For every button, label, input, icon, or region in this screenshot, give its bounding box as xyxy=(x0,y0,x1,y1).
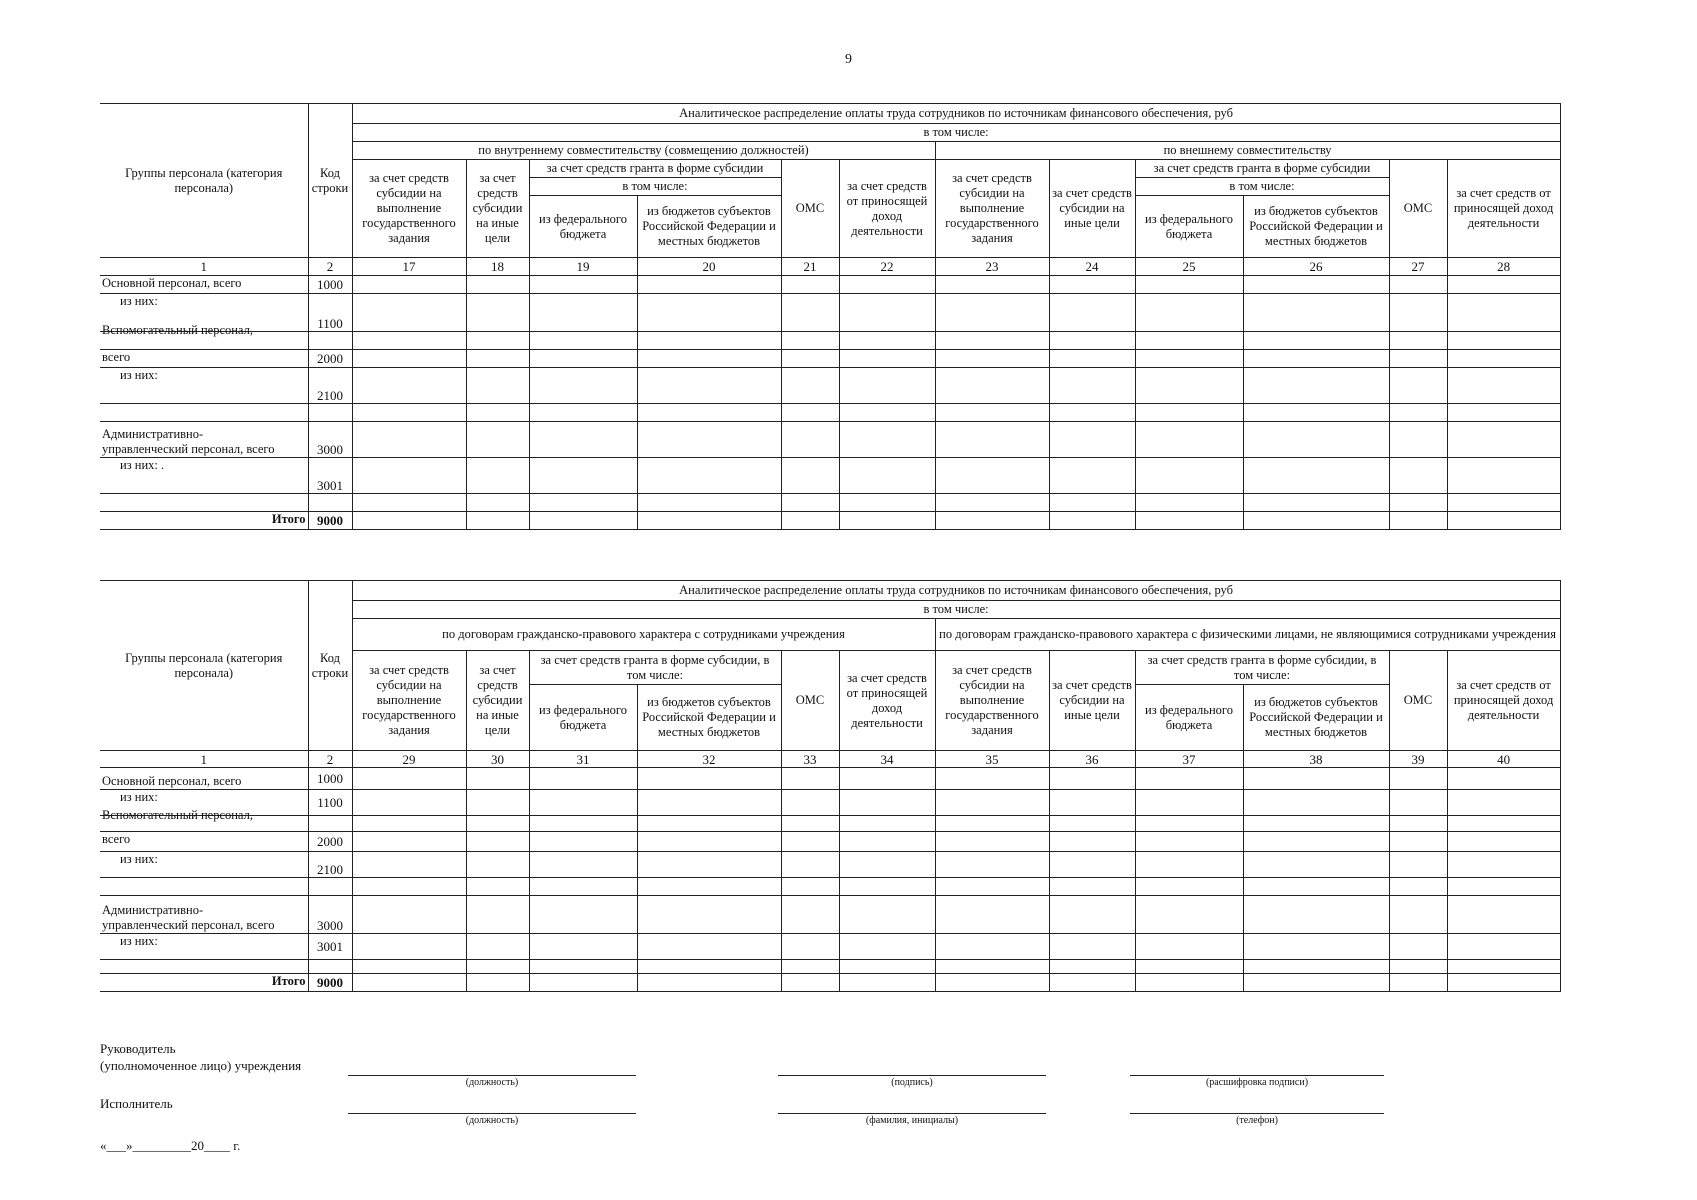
caption-decode: (расшифровка подписи) xyxy=(1205,1077,1309,1088)
subsidy-state-header: за счет средств субсидии на выполнение государственного задания xyxy=(352,651,466,751)
group-internal: по внутреннему совместительству (совмещению должностей) xyxy=(352,142,935,160)
col-number: 19 xyxy=(529,258,637,276)
payroll-table-1 xyxy=(100,103,1561,530)
row-label-of-them: из них: . xyxy=(100,458,308,494)
row-label-admin: Административно- управленческий персонал, всего xyxy=(100,896,308,934)
decode-line xyxy=(1130,1075,1384,1076)
col-number: 20 xyxy=(637,258,781,276)
page-number: 9 xyxy=(845,52,852,67)
col-number: 24 xyxy=(1049,258,1135,276)
col-number: 33 xyxy=(781,751,839,768)
income-header: за счет средств от приносящей доход деятельности xyxy=(839,160,935,258)
head-label-sub: (уполномоченное лицо) учреждения xyxy=(100,1058,302,1073)
grant-including: в том числе: xyxy=(529,178,781,196)
col-number: 2 xyxy=(308,258,352,276)
oms-header: ОМС xyxy=(781,651,839,751)
row-label-of-them: из них: xyxy=(100,294,308,332)
row-label-aux: всего xyxy=(100,350,308,368)
group-contracts-staff: по договорам гражданско-правового характера с сотрудниками учреждения xyxy=(352,619,935,651)
grant-including: в том числе: xyxy=(1135,178,1389,196)
regional-header: из бюджетов субъектов Российской Федерации и местных бюджетов xyxy=(637,196,781,258)
row-label-total: Итого xyxy=(100,512,308,530)
grant-header: за счет средств гранта в форме субсидии xyxy=(1135,160,1389,178)
row-code: 1100 xyxy=(308,790,352,816)
col-number: 21 xyxy=(781,258,839,276)
col-code-header: Код строки xyxy=(308,104,352,258)
col-number: 29 xyxy=(352,751,466,768)
federal-header: из федерального бюджета xyxy=(529,685,637,751)
col-number: 35 xyxy=(935,751,1049,768)
subsidy-state-header: за счет средств субсидии на выполнение государственного задания xyxy=(935,651,1049,751)
income-header: за счет средств от приносящей доход деятельности xyxy=(1447,651,1560,751)
regional-header: из бюджетов субъектов Российской Федерации и местных бюджетов xyxy=(1243,196,1389,258)
row-label-of-them: из них: xyxy=(100,934,308,960)
oms-header: ОМС xyxy=(1389,160,1447,258)
caption-phone: (телефон) xyxy=(1236,1115,1278,1126)
col-number: 25 xyxy=(1135,258,1243,276)
row-code: 2100 xyxy=(308,852,352,878)
col-number: 38 xyxy=(1243,751,1389,768)
col-number: 22 xyxy=(839,258,935,276)
row-label-total: Итого xyxy=(100,974,308,992)
row-code: 3000 xyxy=(308,896,352,934)
payroll-table-2 xyxy=(100,580,1561,992)
row-code: 2100 xyxy=(308,368,352,404)
executor-label: Исполнитель xyxy=(100,1096,173,1111)
name-line xyxy=(778,1113,1046,1114)
group-external: по внешнему совместительству xyxy=(935,142,1560,160)
main-header: Аналитическое распределение оплаты труда сотрудников по источникам финансового обеспечения, руб xyxy=(352,104,1560,124)
main-header: Аналитическое распределение оплаты труда сотрудников по источникам финансового обеспечения, руб xyxy=(352,581,1560,601)
col-number: 40 xyxy=(1447,751,1560,768)
subsidy-other-header: за счет средств субсидии на иные цели xyxy=(466,160,529,258)
row-code: 1000 xyxy=(308,768,352,790)
subsidy-other-header: за счет средств субсидии на иные цели xyxy=(1049,651,1135,751)
oms-header: ОМС xyxy=(1389,651,1447,751)
col-number: 1 xyxy=(100,751,308,768)
col-number: 1 xyxy=(100,258,308,276)
col-number: 23 xyxy=(935,258,1049,276)
grant-header: за счет средств гранта в форме субсидии, в том числе: xyxy=(1135,651,1389,685)
federal-header: из федерального бюджета xyxy=(529,196,637,258)
row-code: 3001 xyxy=(308,934,352,960)
col-number: 27 xyxy=(1389,258,1447,276)
row-label-main: Основной персонал, всего xyxy=(100,276,308,294)
including-header: в том числе: xyxy=(352,601,1560,619)
row-code: 3000 xyxy=(308,422,352,458)
row-label-main: Основной персонал, всего xyxy=(100,768,308,790)
grant-header: за счет средств гранта в форме субсидии xyxy=(529,160,781,178)
row-label-of-them: из них: xyxy=(100,852,308,878)
subsidy-state-header: за счет средств субсидии на выполнение государственного задания xyxy=(352,160,466,258)
row-code: 1000 xyxy=(308,276,352,294)
col-number: 2 xyxy=(308,751,352,768)
col-number: 36 xyxy=(1049,751,1135,768)
group-contracts-individuals: по договорам гражданско-правового характера с физическими лицами, не являющимися сотрудниками учреждения xyxy=(935,619,1560,651)
head-label: Руководитель xyxy=(100,1041,176,1056)
caption-signature: (подпись) xyxy=(891,1077,933,1088)
caption-position: (должность) xyxy=(465,1077,519,1088)
income-header: за счет средств от приносящей доход деятельности xyxy=(839,651,935,751)
row-label-of-them: из них: xyxy=(100,790,308,816)
row-code: 3001 xyxy=(308,458,352,494)
row-label-admin: Административно- управленческий персонал, всего xyxy=(100,422,308,458)
row-label-aux-cut: Вспомогательный персонал, xyxy=(100,332,308,350)
row-code: 2000 xyxy=(308,350,352,368)
oms-header: ОМС xyxy=(781,160,839,258)
row-code: 9000 xyxy=(308,512,352,530)
phone-line xyxy=(1130,1113,1384,1114)
subsidy-other-header: за счет средств субсидии на иные цели xyxy=(1049,160,1135,258)
col-number: 17 xyxy=(352,258,466,276)
federal-header: из федерального бюджета xyxy=(1135,196,1243,258)
income-header: за счет средств от приносящей доход деятельности xyxy=(1447,160,1560,258)
col-code-header: Код строки xyxy=(308,581,352,751)
date-line: «___»_________20____ г. xyxy=(100,1138,241,1153)
row-label-aux-cut: Вспомогательный персонал, xyxy=(100,816,308,832)
row-code: 2000 xyxy=(308,832,352,852)
subsidy-state-header: за счет средств субсидии на выполнение государственного задания xyxy=(935,160,1049,258)
subsidy-other-header: за счет средств субсидии на иные цели xyxy=(466,651,529,751)
regional-header: из бюджетов субъектов Российской Федерации и местных бюджетов xyxy=(1243,685,1389,751)
col-number: 26 xyxy=(1243,258,1389,276)
col-number: 28 xyxy=(1447,258,1560,276)
grant-header: за счет средств гранта в форме субсидии, в том числе: xyxy=(529,651,781,685)
col-number: 37 xyxy=(1135,751,1243,768)
caption-position: (должность) xyxy=(465,1115,519,1126)
col-number: 31 xyxy=(529,751,637,768)
col-number: 30 xyxy=(466,751,529,768)
federal-header: из федерального бюджета xyxy=(1135,685,1243,751)
col-number: 18 xyxy=(466,258,529,276)
col-groups-header: Группы персонала (категория персонала) xyxy=(100,581,308,751)
signature-line xyxy=(778,1075,1046,1076)
including-header: в том числе: xyxy=(352,124,1560,142)
position-line xyxy=(348,1075,636,1076)
row-label-aux: всего xyxy=(100,832,308,852)
col-number: 34 xyxy=(839,751,935,768)
regional-header: из бюджетов субъектов Российской Федерации и местных бюджетов xyxy=(637,685,781,751)
col-number: 39 xyxy=(1389,751,1447,768)
caption-name: (фамилия, инициалы) xyxy=(865,1115,959,1126)
col-groups-header: Группы персонала (категория персонала) xyxy=(100,104,308,258)
row-label-of-them: из них: xyxy=(100,368,308,404)
row-code: 1100 xyxy=(308,294,352,332)
row-code: 9000 xyxy=(308,974,352,992)
position-line xyxy=(348,1113,636,1114)
col-number: 32 xyxy=(637,751,781,768)
